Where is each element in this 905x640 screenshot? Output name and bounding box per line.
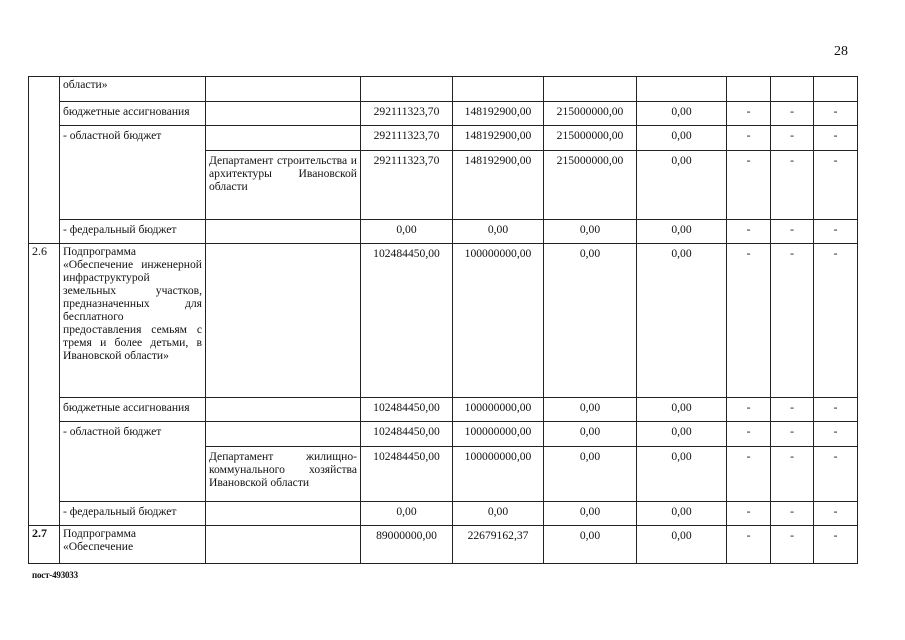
- department-cell: [206, 220, 361, 244]
- department-cell: [206, 77, 361, 102]
- dash-cell: [771, 77, 814, 102]
- dash-cell: -: [771, 126, 814, 151]
- value-cell: 215000000,00: [544, 102, 637, 126]
- value-cell: 100000000,00: [453, 398, 544, 422]
- value-cell: 148192900,00: [453, 102, 544, 126]
- dash-cell: -: [727, 447, 771, 502]
- value-cell: 102484450,00: [361, 422, 453, 447]
- value-cell: 0,00: [637, 126, 727, 151]
- value-cell: 0,00: [637, 220, 727, 244]
- department-cell: [206, 244, 361, 398]
- value-cell: 22679162,37: [453, 526, 544, 564]
- dash-cell: -: [771, 244, 814, 398]
- dash-cell: -: [771, 220, 814, 244]
- value-cell: 0,00: [544, 526, 637, 564]
- dash-cell: -: [727, 244, 771, 398]
- program-title: Подпрограмма «Обеспечение инженерной инфраструктурой земельных участков, предназначенных для бесплатного предоставления семьям с тремя и более детьми, в Ивановской области»: [60, 244, 206, 398]
- dash-cell: -: [727, 126, 771, 151]
- page-number: 28: [834, 44, 848, 59]
- value-cell: 0,00: [544, 502, 637, 526]
- dash-cell: -: [727, 502, 771, 526]
- value-cell: 215000000,00: [544, 151, 637, 220]
- dash-cell: -: [814, 126, 858, 151]
- row-label: - федеральный бюджет: [60, 220, 206, 244]
- dash-cell: -: [771, 502, 814, 526]
- row-label: области»: [60, 77, 206, 102]
- table-row: [29, 526, 858, 564]
- value-cell: 0,00: [637, 502, 727, 526]
- table-row: [29, 244, 858, 398]
- value-cell: 148192900,00: [453, 126, 544, 151]
- dash-cell: -: [771, 422, 814, 447]
- value-cell: 0,00: [453, 502, 544, 526]
- department-cell: Департамент строительства и архитектуры Ивановской области: [206, 151, 361, 220]
- value-cell: [544, 77, 637, 102]
- dash-cell: -: [727, 398, 771, 422]
- table-row: [29, 220, 858, 244]
- value-cell: 100000000,00: [453, 244, 544, 398]
- value-cell: 100000000,00: [453, 447, 544, 502]
- value-cell: 89000000,00: [361, 526, 453, 564]
- value-cell: 100000000,00: [453, 422, 544, 447]
- department-cell: [206, 422, 361, 447]
- value-cell: 0,00: [637, 422, 727, 447]
- dash-cell: [727, 77, 771, 102]
- department-cell: [206, 502, 361, 526]
- dash-cell: -: [814, 447, 858, 502]
- value-cell: 0,00: [544, 244, 637, 398]
- table-row: [29, 398, 858, 422]
- table-row: [29, 502, 858, 526]
- value-cell: 102484450,00: [361, 244, 453, 398]
- row-label: - областной бюджет: [60, 126, 206, 220]
- dash-cell: -: [771, 526, 814, 564]
- dash-cell: -: [814, 220, 858, 244]
- value-cell: 0,00: [637, 102, 727, 126]
- dash-cell: -: [727, 151, 771, 220]
- dash-cell: -: [727, 422, 771, 447]
- department-cell: [206, 526, 361, 564]
- dash-cell: -: [814, 422, 858, 447]
- department-cell: [206, 126, 361, 151]
- table-row: [29, 77, 858, 102]
- dash-cell: -: [771, 102, 814, 126]
- dash-cell: -: [814, 526, 858, 564]
- program-title: Подпрограмма «Обеспечение: [60, 526, 206, 564]
- dash-cell: -: [771, 447, 814, 502]
- value-cell: 0,00: [453, 220, 544, 244]
- value-cell: [453, 77, 544, 102]
- dash-cell: -: [771, 398, 814, 422]
- row-label: бюджетные ассигнования: [60, 398, 206, 422]
- dash-cell: -: [727, 102, 771, 126]
- department-cell: Департамент жилищно-коммунального хозяйства Ивановской области: [206, 447, 361, 502]
- dash-cell: -: [814, 244, 858, 398]
- index-cell: [29, 77, 60, 244]
- dash-cell: -: [814, 102, 858, 126]
- dash-cell: -: [727, 220, 771, 244]
- value-cell: 0,00: [544, 447, 637, 502]
- dash-cell: -: [727, 526, 771, 564]
- value-cell: 292111323,70: [361, 102, 453, 126]
- table-row: [29, 126, 858, 151]
- dash-cell: [814, 77, 858, 102]
- dash-cell: -: [814, 502, 858, 526]
- program-index: 2.6: [29, 244, 60, 526]
- value-cell: 102484450,00: [361, 398, 453, 422]
- value-cell: 102484450,00: [361, 447, 453, 502]
- value-cell: 0,00: [544, 422, 637, 447]
- value-cell: 292111323,70: [361, 151, 453, 220]
- value-cell: 0,00: [637, 151, 727, 220]
- value-cell: 292111323,70: [361, 126, 453, 151]
- department-cell: [206, 398, 361, 422]
- value-cell: 0,00: [637, 526, 727, 564]
- dash-cell: -: [814, 151, 858, 220]
- value-cell: 0,00: [637, 447, 727, 502]
- row-label: бюджетные ассигнования: [60, 102, 206, 126]
- value-cell: 0,00: [544, 398, 637, 422]
- program-index: 2.7: [29, 526, 60, 564]
- value-cell: 0,00: [637, 398, 727, 422]
- document-code: пост-493033: [32, 570, 78, 580]
- row-label: - федеральный бюджет: [60, 502, 206, 526]
- value-cell: [637, 77, 727, 102]
- budget-table: [28, 76, 858, 564]
- value-cell: [361, 77, 453, 102]
- row-label: - областной бюджет: [60, 422, 206, 502]
- value-cell: 148192900,00: [453, 151, 544, 220]
- dash-cell: -: [814, 398, 858, 422]
- value-cell: 215000000,00: [544, 126, 637, 151]
- department-cell: [206, 102, 361, 126]
- value-cell: 0,00: [637, 244, 727, 398]
- value-cell: 0,00: [361, 502, 453, 526]
- table-row: [29, 422, 858, 447]
- value-cell: 0,00: [544, 220, 637, 244]
- dash-cell: -: [771, 151, 814, 220]
- table-row: [29, 102, 858, 126]
- value-cell: 0,00: [361, 220, 453, 244]
